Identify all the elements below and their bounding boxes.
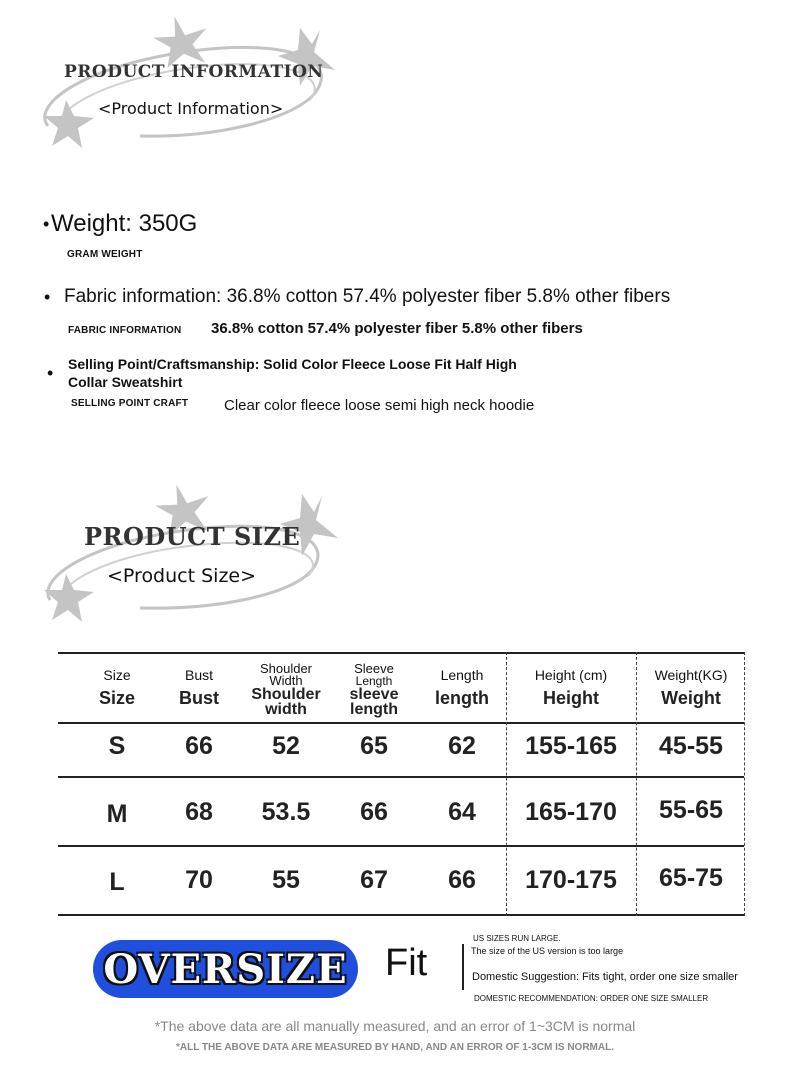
header-height-en: Height (cm) xyxy=(534,667,608,683)
header-length-en: Length xyxy=(440,667,484,683)
star-swoosh-decoration-top xyxy=(30,8,360,158)
header-sleeve xyxy=(334,662,414,717)
table-row-divider xyxy=(58,845,744,847)
header-size xyxy=(82,668,152,706)
cell-height: 170-175 xyxy=(525,866,617,894)
header-size-en: Size xyxy=(103,667,131,683)
table-row-divider xyxy=(58,776,744,778)
header-bust-en: Bust xyxy=(184,667,213,683)
table-bottom-border xyxy=(58,914,744,916)
cell-height: 155-165 xyxy=(525,732,617,760)
cell-height: 165-170 xyxy=(525,798,617,826)
fit-word: Fit xyxy=(385,942,428,984)
header-sleeve-cn2: length xyxy=(350,701,398,718)
table-column-divider xyxy=(636,652,637,916)
cell-shoulder: 52 xyxy=(272,732,300,760)
cell-size: S xyxy=(108,732,126,760)
header-height-cn: Height xyxy=(543,688,599,708)
cell-weight: 45-55 xyxy=(659,732,723,760)
header-bust xyxy=(164,668,234,706)
header-length-cn: length xyxy=(435,688,489,708)
header-shoulder xyxy=(244,662,328,717)
cell-length: 66 xyxy=(448,866,476,894)
fabric-detail: 36.8% cotton 57.4% polyester fiber 5.8% other fibers xyxy=(211,320,583,337)
table-column-divider xyxy=(506,652,507,916)
cell-size: M xyxy=(106,800,128,828)
weight-label: GRAM WEIGHT xyxy=(67,249,143,260)
fit-suggestion: Domestic Suggestion: Fits tight, order one size smaller xyxy=(472,971,738,983)
table-header-divider xyxy=(58,722,744,724)
fabric-label: FABRIC INFORMATION xyxy=(68,325,182,336)
fit-recommendation: DOMESTIC RECOMMENDATION: ORDER ONE SIZE SMALLER xyxy=(474,994,709,1003)
cell-bust: 68 xyxy=(185,798,213,826)
cell-bust: 66 xyxy=(185,732,213,760)
cell-sleeve: 66 xyxy=(360,798,388,826)
table-top-border xyxy=(58,652,744,654)
selling-text-line1: Selling Point/Craftsmanship: Solid Color Fleece Loose Fit Half High xyxy=(68,356,517,372)
header-shoulder-cn2: width xyxy=(265,701,307,718)
oversize-badge xyxy=(93,940,358,998)
header-length xyxy=(422,668,502,706)
oversize-badge-text: OVERSIZE xyxy=(103,945,348,993)
cell-sleeve: 65 xyxy=(360,732,388,760)
size-section-title: PRODUCT SIZE xyxy=(84,522,301,551)
info-section-subtitle: <Product Information> xyxy=(98,99,284,118)
fit-note-us-sizes: US SIZES RUN LARGE. xyxy=(473,934,561,943)
size-section-subtitle: <Product Size> xyxy=(107,565,257,587)
header-shoulder-en1: Shoulder xyxy=(259,661,313,676)
header-bust-cn: Bust xyxy=(179,688,219,708)
cell-weight: 65-75 xyxy=(659,864,723,892)
star-swoosh-decoration-bottom xyxy=(30,478,360,628)
fabric-text: Fabric information: 36.8% cotton 57.4% polyester fiber 5.8% other fibers xyxy=(64,286,671,307)
selling-bullet: • xyxy=(47,363,54,383)
fit-divider xyxy=(462,944,464,990)
info-section-title: PRODUCT INFORMATION xyxy=(64,62,324,82)
header-shoulder-cn1: Shoulder xyxy=(251,686,321,703)
cell-size: L xyxy=(109,868,125,896)
cell-length: 64 xyxy=(448,798,476,826)
table-column-divider xyxy=(744,652,745,916)
header-sleeve-en1: Sleeve xyxy=(354,661,394,676)
selling-detail: Clear color fleece loose semi high neck hoodie xyxy=(224,397,535,414)
weight-bullet: • xyxy=(43,214,50,234)
cell-sleeve: 67 xyxy=(360,866,388,894)
header-sleeve-en2: Length xyxy=(355,674,393,688)
cell-shoulder: 53.5 xyxy=(261,798,311,826)
cell-shoulder: 55 xyxy=(272,866,300,894)
header-weight xyxy=(640,668,742,706)
cell-length: 62 xyxy=(448,732,476,760)
size-table xyxy=(58,652,744,916)
fit-note-us-version: The size of the US version is too large xyxy=(471,946,624,956)
weight-text: Weight: 350G xyxy=(51,210,198,237)
header-size-cn: Size xyxy=(98,688,136,708)
fabric-bullet: • xyxy=(44,287,51,307)
header-shoulder-en2: Width xyxy=(269,673,303,688)
selling-text-line2: Collar Sweatshirt xyxy=(68,374,183,390)
footnote-line1: *The above data are all manually measured, and an error of 1~3CM is normal xyxy=(154,1018,636,1034)
header-weight-en: Weight(KG) xyxy=(654,667,728,683)
header-weight-cn: Weight xyxy=(661,688,721,708)
cell-bust: 70 xyxy=(185,866,213,894)
selling-label: SELLING POINT CRAFT xyxy=(71,398,189,409)
cell-weight: 55-65 xyxy=(659,796,723,824)
header-height xyxy=(510,668,632,706)
footnote-line2: *ALL THE ABOVE DATA ARE MEASURED BY HAND, AND AN ERROR OF 1-3CM IS NORMAL. xyxy=(176,1042,614,1053)
header-sleeve-cn1: sleeve xyxy=(349,686,399,703)
